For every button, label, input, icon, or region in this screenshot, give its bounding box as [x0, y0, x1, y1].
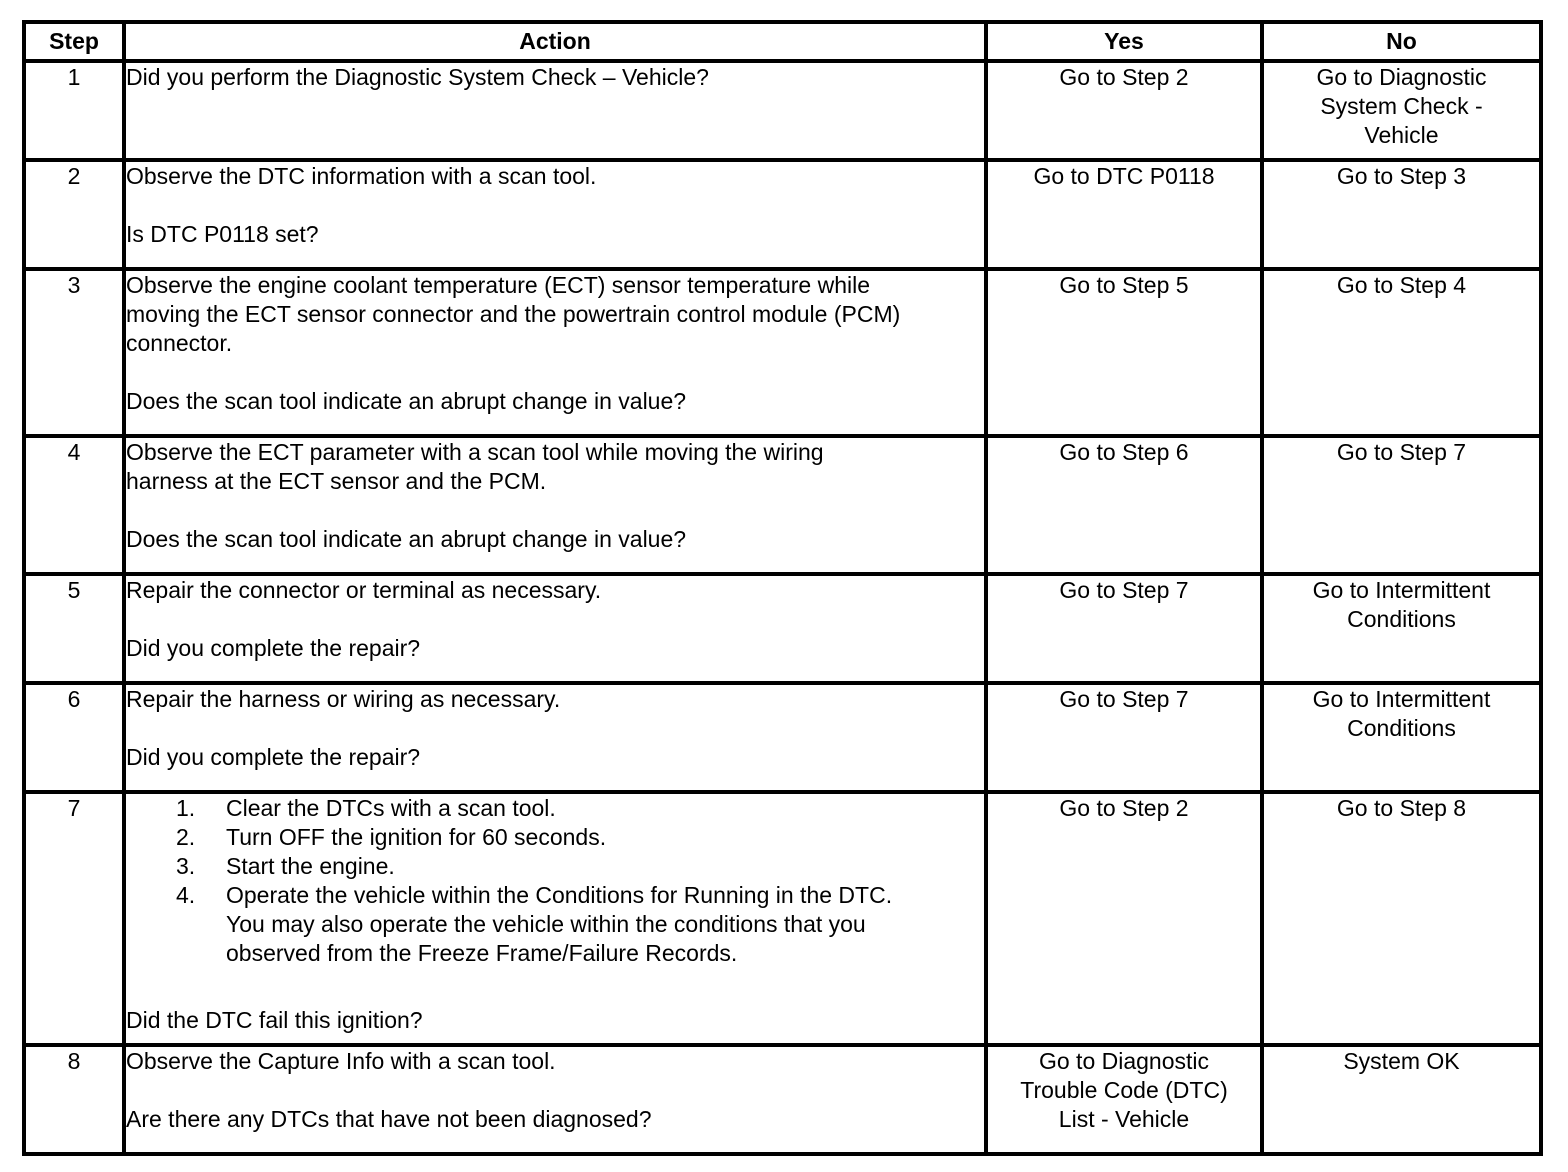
action-text-line: harness at the ECT sensor and the PCM. [126, 468, 547, 494]
no-outcome-line: Go to Intermittent [1312, 686, 1491, 712]
yes-outcome: Go to Step 7 [986, 683, 1262, 792]
substep-text: Turn OFF the ignition for 60 seconds. [226, 824, 607, 850]
no-outcome-line: Conditions [1347, 715, 1456, 741]
step-number: 7 [24, 792, 124, 1045]
action-question: Are there any DTCs that have not been diagnosed? [126, 1106, 652, 1132]
substep-number: 1. [176, 795, 196, 821]
action-cell [124, 269, 986, 436]
yes-outcome: Go to Step 6 [986, 436, 1262, 574]
yes-outcome [986, 1045, 1262, 1154]
no-outcome: Go to Step 7 [1262, 436, 1541, 574]
action-text: Observe the Capture Info with a scan tool. [126, 1048, 556, 1074]
action-text-line: Observe the engine coolant temperature (ECT) sensor temperature while [126, 272, 871, 298]
action-cell [124, 683, 986, 792]
substep-text-line: Operate the vehicle within the Conditions for Running in the DTC. [226, 882, 893, 908]
action-question: Does the scan tool indicate an abrupt change in value? [126, 526, 687, 552]
diagnostic-table [22, 20, 1543, 1156]
no-outcome-line: Conditions [1347, 606, 1456, 632]
table-row [24, 269, 1541, 436]
yes-outcome: Go to Step 5 [986, 269, 1262, 436]
table-row [24, 436, 1541, 574]
action-cell [124, 792, 986, 1045]
substep-text-line: You may also operate the vehicle within the conditions that you [226, 911, 866, 937]
no-outcome-line: Go to Intermittent [1312, 577, 1491, 603]
action-question: Did you complete the repair? [126, 744, 421, 770]
substep-text-line: observed from the Freeze Frame/Failure Records. [226, 940, 738, 966]
table-row [24, 1045, 1541, 1154]
yes-outcome: Go to Step 2 [986, 61, 1262, 160]
no-outcome [1262, 61, 1541, 160]
step-number: 3 [24, 269, 124, 436]
action-question: Did you complete the repair? [126, 635, 421, 661]
action-text: Repair the harness or wiring as necessary. [126, 686, 561, 712]
action-text: Observe the DTC information with a scan tool. [126, 163, 597, 189]
substep-number: 2. [176, 824, 196, 850]
action-text: Did you perform the Diagnostic System Check – Vehicle? [126, 64, 709, 90]
action-cell [124, 1045, 986, 1154]
step-number: 1 [24, 61, 124, 160]
action-text-line: Observe the ECT parameter with a scan tool while moving the wiring [126, 439, 824, 465]
table-row [24, 574, 1541, 683]
no-outcome: Go to Step 8 [1262, 792, 1541, 1045]
step-number: 4 [24, 436, 124, 574]
step-number: 6 [24, 683, 124, 792]
substep-item [176, 794, 984, 823]
step-number: 5 [24, 574, 124, 683]
table-row [24, 683, 1541, 792]
substep-list [126, 794, 984, 968]
action-text: Repair the connector or terminal as necessary. [126, 577, 602, 603]
no-outcome: Go to Step 4 [1262, 269, 1541, 436]
no-outcome-line: System Check - [1320, 93, 1483, 119]
yes-outcome: Go to Step 7 [986, 574, 1262, 683]
header-action: Action [124, 22, 986, 61]
yes-outcome: Go to Step 2 [986, 792, 1262, 1045]
table-row [24, 792, 1541, 1045]
header-no: No [1262, 22, 1541, 61]
action-cell [124, 160, 986, 269]
substep-number: 4. [176, 882, 196, 908]
no-outcome: Go to Step 3 [1262, 160, 1541, 269]
step-number: 2 [24, 160, 124, 269]
table-row [24, 160, 1541, 269]
substep-text [226, 881, 984, 968]
substep-text: Clear the DTCs with a scan tool. [226, 795, 556, 821]
action-question: Does the scan tool indicate an abrupt change in value? [126, 388, 687, 414]
substep-text: Start the engine. [226, 853, 395, 879]
header-yes: Yes [986, 22, 1262, 61]
action-cell [124, 574, 986, 683]
step-number: 8 [24, 1045, 124, 1154]
no-outcome [1262, 683, 1541, 792]
action-text-line: moving the ECT sensor connector and the powertrain control module (PCM) [126, 301, 901, 327]
header-row [24, 22, 1541, 61]
header-step: Step [24, 22, 124, 61]
substep-item [176, 852, 984, 881]
action-question: Did the DTC fail this ignition? [126, 1007, 423, 1033]
no-outcome-line: Vehicle [1364, 122, 1439, 148]
action-question: Is DTC P0118 set? [126, 221, 319, 247]
yes-outcome-line: Trouble Code (DTC) [1020, 1077, 1228, 1103]
yes-outcome-line: Go to Diagnostic [1038, 1048, 1210, 1074]
no-outcome-line: Go to Diagnostic [1316, 64, 1487, 90]
table-row [24, 61, 1541, 160]
substep-item [176, 881, 984, 968]
no-outcome: System OK [1262, 1045, 1541, 1154]
yes-outcome: Go to DTC P0118 [986, 160, 1262, 269]
yes-outcome-line: List - Vehicle [1058, 1106, 1190, 1132]
action-cell [124, 61, 986, 160]
no-outcome [1262, 574, 1541, 683]
action-cell [124, 436, 986, 574]
substep-item [176, 823, 984, 852]
action-text-line: connector. [126, 330, 233, 356]
substep-number: 3. [176, 853, 196, 879]
